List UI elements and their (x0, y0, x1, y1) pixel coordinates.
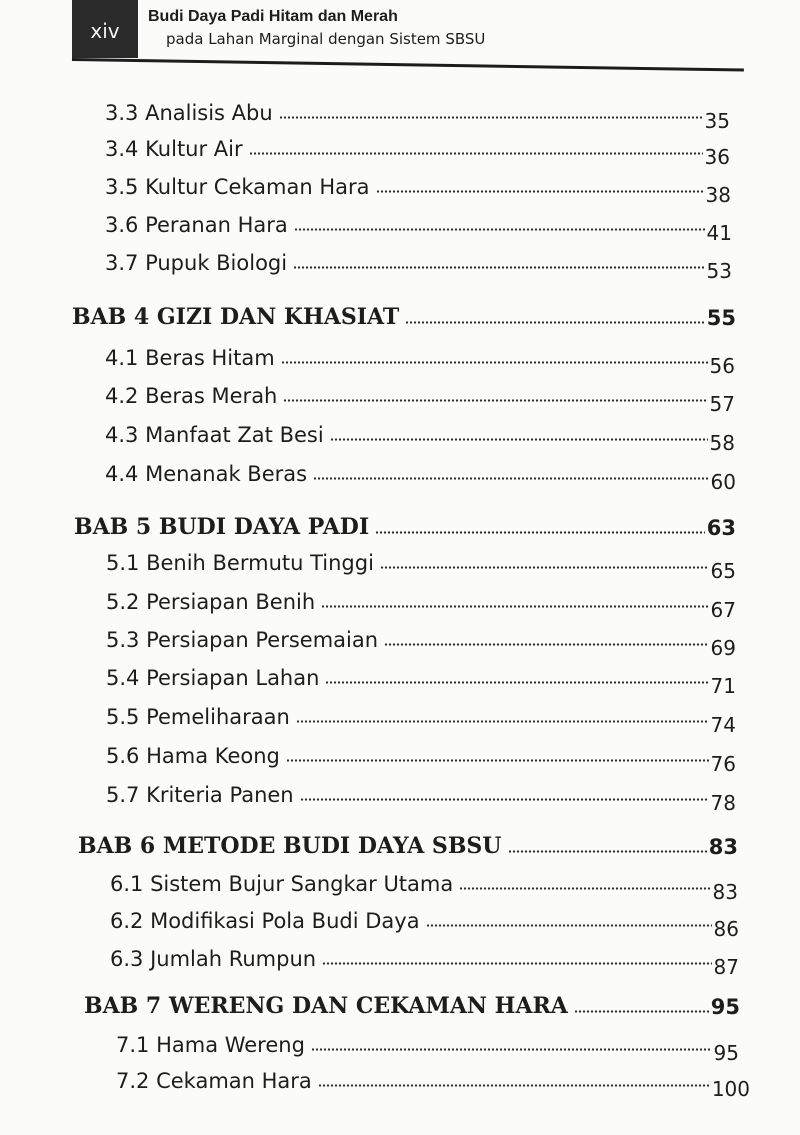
toc-entry-page: 35 (704, 109, 730, 133)
toc-entry-label: 4.1 Beras Hitam (105, 346, 275, 370)
toc-entry-4-3[interactable] (105, 417, 735, 455)
dot-leader (293, 266, 704, 269)
toc-entry-5-2[interactable] (106, 584, 736, 622)
dot-leader (405, 321, 704, 324)
dot-leader (380, 566, 709, 569)
toc-entry-page: 58 (709, 431, 735, 455)
toc-entry-3-5[interactable] (105, 169, 731, 207)
toc-entry-page: 38 (705, 183, 731, 207)
toc-entry-5-7[interactable] (106, 777, 736, 815)
toc-entry-label: 3.6 Peranan Hara (105, 213, 288, 237)
toc-entry-page: 69 (710, 636, 736, 660)
toc-entry-label: 5.4 Persiapan Lahan (106, 666, 320, 690)
toc-entry-page: 100 (711, 1077, 750, 1101)
toc-entry-page: 74 (710, 713, 736, 737)
toc-entry-page: 36 (704, 145, 730, 169)
toc-chapter-label: BAB 5 BUDI DAYA PADI (74, 514, 370, 540)
dot-leader (459, 887, 710, 890)
running-title-line-1: Budi Daya Padi Hitam dan Merah (148, 8, 398, 25)
toc-entry-page: 67 (710, 598, 736, 622)
dot-leader (313, 477, 708, 480)
toc-entry-page: 41 (706, 221, 732, 245)
toc-entry-label: 5.2 Persiapan Benih (106, 590, 316, 614)
toc-entry-label: 4.3 Manfaat Zat Besi (105, 423, 324, 447)
dot-leader (300, 798, 709, 801)
toc-entry-label: 7.1 Hama Wereng (116, 1033, 305, 1057)
toc-entry-label: 5.7 Kriteria Panen (106, 783, 294, 807)
toc-entry-label: 5.3 Persiapan Persemaian (106, 628, 379, 652)
toc-entry-page: 65 (710, 559, 736, 583)
dot-leader (279, 116, 703, 119)
dot-leader (318, 1084, 710, 1087)
toc-chapter-5[interactable] (74, 508, 736, 540)
toc-chapter-7[interactable] (84, 987, 740, 1019)
toc-entry-4-4[interactable] (105, 456, 736, 494)
toc-entry-page: 87 (713, 955, 739, 979)
toc-entry-page: 83 (712, 880, 738, 904)
toc-entry-page: 57 (709, 392, 735, 416)
toc-chapter-page: 63 (706, 516, 736, 540)
toc-entry-label: 3.7 Pupuk Biologi (105, 251, 288, 275)
toc-entry-label: 3.3 Analisis Abu (105, 101, 273, 125)
dot-leader (283, 399, 707, 402)
toc-entry-6-1[interactable] (110, 866, 738, 904)
toc-entry-5-4[interactable] (106, 660, 736, 698)
running-title-line-2: pada Lahan Marginal dengan Sistem SBSU (166, 30, 486, 48)
toc-entry-label: 3.5 Kultur Cekaman Hara (105, 175, 370, 199)
toc-chapter-page: 55 (706, 306, 736, 330)
toc-entry-5-3[interactable] (106, 622, 736, 660)
dot-leader (574, 1010, 709, 1013)
dot-leader (375, 531, 705, 534)
toc-entry-label: 5.5 Pemeliharaan (106, 705, 290, 729)
toc-chapter-4[interactable] (72, 298, 736, 330)
toc-entry-4-1[interactable] (105, 340, 735, 378)
toc-chapter-page: 83 (708, 835, 738, 859)
dot-leader (376, 190, 704, 193)
dot-leader (426, 924, 712, 927)
toc-entry-7-2[interactable] (116, 1063, 750, 1101)
toc-entry-3-6[interactable] (105, 207, 732, 245)
dot-leader (325, 681, 708, 684)
toc-entry-7-1[interactable] (116, 1027, 739, 1065)
toc-entry-5-5[interactable] (106, 699, 736, 737)
dot-leader (508, 850, 707, 853)
toc-entry-label: 4.4 Menanak Beras (105, 462, 308, 486)
toc-entry-5-1[interactable] (106, 545, 736, 583)
toc-chapter-label: BAB 4 GIZI DAN KHASIAT (72, 304, 400, 330)
dot-leader (321, 605, 708, 608)
toc-chapter-label: BAB 6 METODE BUDI DAYA SBSU (78, 833, 502, 859)
toc-entry-page: 60 (710, 470, 736, 494)
toc-entry-label: 6.3 Jumlah Rumpun (110, 947, 317, 971)
toc-entry-label: 5.6 Hama Keong (106, 744, 280, 768)
toc-entry-page: 71 (710, 674, 736, 698)
dot-leader (384, 643, 709, 646)
dot-leader (294, 228, 705, 231)
toc-chapter-6[interactable] (78, 827, 738, 859)
toc-entry-label: 7.2 Cekaman Hara (116, 1069, 312, 1093)
toc-entry-5-6[interactable] (106, 738, 736, 776)
toc-entry-3-4[interactable] (105, 131, 730, 169)
dot-leader (311, 1048, 712, 1051)
dot-leader (330, 438, 708, 441)
toc-entry-label: 6.1 Sistem Bujur Sangkar Utama (110, 872, 454, 896)
dot-leader (286, 759, 709, 762)
toc-chapter-page: 95 (710, 995, 740, 1019)
toc-entry-label: 5.1 Benih Bermutu Tinggi (106, 551, 374, 575)
toc-entry-4-2[interactable] (105, 378, 735, 416)
toc-chapter-label: BAB 7 WERENG DAN CEKAMAN HARA (84, 993, 568, 1019)
toc-entry-3-7[interactable] (105, 245, 732, 283)
toc-entry-6-2[interactable] (110, 903, 739, 941)
toc-entry-page: 95 (713, 1041, 739, 1065)
dot-leader (281, 361, 708, 364)
page-number: xiv (72, 0, 138, 58)
dot-leader (322, 962, 711, 965)
toc-entry-3-3[interactable] (105, 95, 730, 133)
toc-entry-page: 76 (710, 752, 736, 776)
toc-entry-label: 4.2 Beras Merah (105, 384, 278, 408)
dot-leader (296, 720, 709, 723)
toc-entry-page: 78 (710, 791, 736, 815)
toc-entry-page: 56 (709, 354, 735, 378)
toc-entry-page: 86 (713, 917, 739, 941)
toc-entry-6-3[interactable] (110, 941, 739, 979)
dot-leader (249, 152, 703, 155)
toc-entry-label: 3.4 Kultur Air (105, 137, 243, 161)
toc-entry-page: 53 (706, 259, 732, 283)
toc-entry-label: 6.2 Modifikasi Pola Budi Daya (110, 909, 420, 933)
